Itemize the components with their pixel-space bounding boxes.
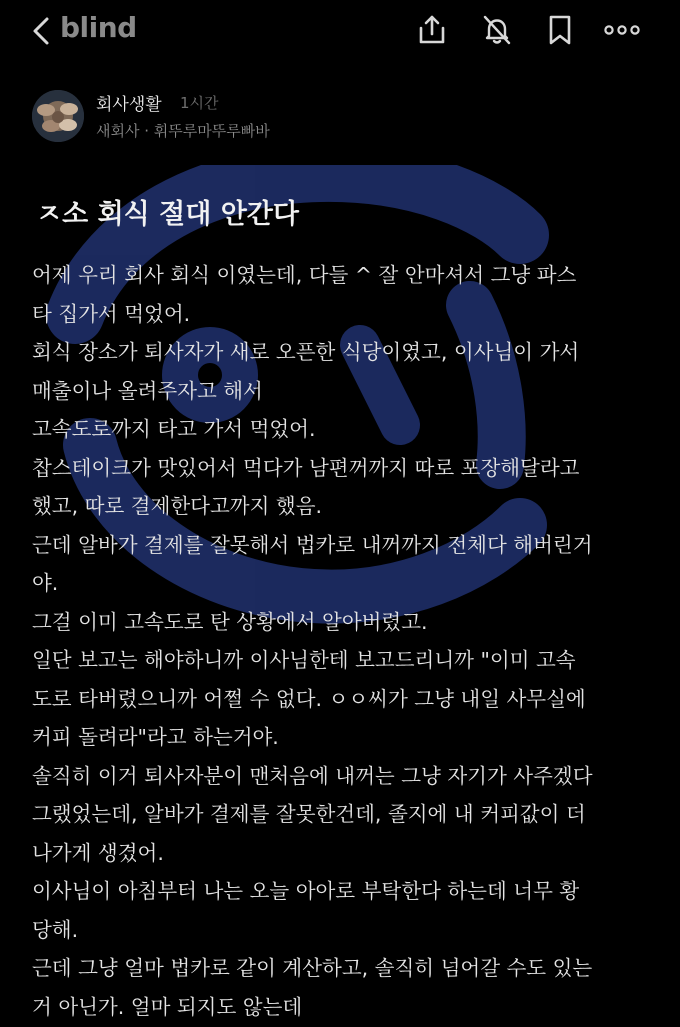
top-bar [0, 0, 680, 64]
post-time: 1시간 [180, 94, 219, 112]
bookmark-icon [547, 14, 573, 46]
post-body-line: 고속도로까지 타고 가서 먹었어. [32, 417, 316, 441]
post-body [32, 256, 662, 1026]
post-body-line: 거 아닌가. 얼마 되지도 않는데 [32, 994, 303, 1019]
author-info: 새회사 · 휘뚜루마뚜루빠바 [96, 122, 270, 140]
board-name[interactable]: 회사생활 [96, 95, 162, 115]
post-body-line: 어제 우리 회사 회식 이였는데, 다들 ^ 잘 안마셔서 그냥 파스 [32, 263, 577, 287]
post-body-line: 회식 장소가 퇴사자가 새로 오픈한 식당이였고, 이사님이 가서 [32, 340, 580, 364]
post-title: ㅈ소 회식 절대 안간다 [36, 199, 299, 230]
post-body-line: 나가게 생겼어. [32, 840, 164, 865]
post-body-line: 찹스테이크가 맛있어서 먹다가 남편꺼까지 따로 포장해달라고 [32, 455, 580, 480]
more-button[interactable] [602, 12, 642, 48]
post-body-line: 일단 보고는 해야하니까 이사님한테 보고드리니까 "이미 고속 [32, 648, 576, 672]
app-logo: blind [60, 11, 137, 44]
post-body-line: 했고, 따로 결제한다고까지 했음. [32, 494, 323, 518]
back-button[interactable] [30, 14, 52, 48]
post-body-line: 근데 알바가 결제를 잘못해서 법카로 내꺼까지 전체다 해버린거 [32, 532, 593, 557]
post-body-line: 도로 타버렸으니까 어쩔 수 없다. ㅇㅇ씨가 그냥 내일 사무실에 [32, 686, 586, 711]
more-icon [602, 24, 642, 36]
post-body-line: 매출이나 올려주자고 해서 [32, 378, 263, 403]
share-icon [417, 14, 447, 46]
bookmark-button[interactable] [543, 12, 577, 48]
post-body-line: 그랬었는데, 알바가 결제를 잘못한건데, 졸지에 내 커피값이 더 [32, 802, 586, 826]
post-body-line: 근데 그냥 얼마 법카로 같이 계산하고, 솔직히 넘어갈 수도 있는 [32, 956, 593, 980]
avatar[interactable] [32, 90, 84, 142]
post-body-line: 이사님이 아침부터 나는 오늘 아아로 부탁한다 하는데 너무 황 [32, 879, 580, 903]
notification-toggle-button[interactable] [480, 12, 514, 48]
post-body-line: 그걸 이미 고속도로 탄 상황에서 알아버렸고. [32, 609, 428, 634]
post-body-line: 당해. [32, 917, 79, 942]
post-body-line: 커피 돌려라"라고 하는거야. [32, 725, 279, 749]
share-button[interactable] [415, 12, 449, 48]
post-body-line: 타 집가서 먹었어. [32, 301, 191, 326]
chevron-left-icon [30, 14, 52, 48]
post-body-line: 솔직히 이거 퇴사자분이 맨처음에 내꺼는 그냥 자기가 사주겠다 [32, 763, 593, 788]
bell-off-icon [481, 14, 513, 46]
post-body-line: 야. [32, 571, 59, 595]
